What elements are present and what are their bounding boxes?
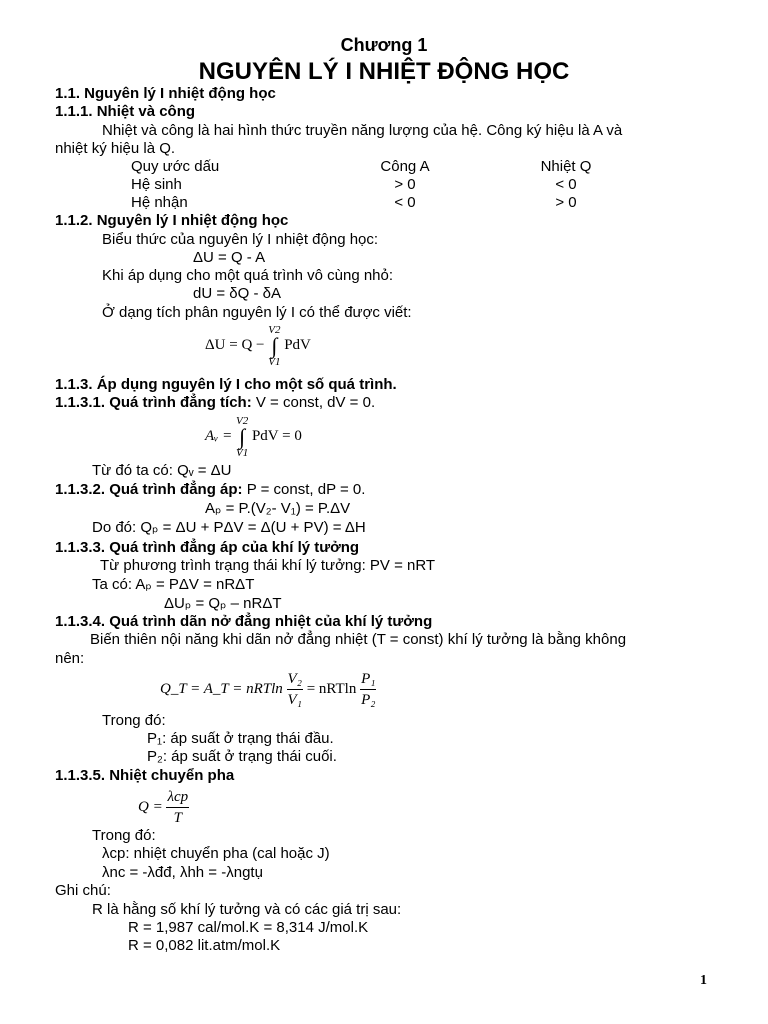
condition-text: P = const, dP = 0. [242,481,366,498]
paragraph-line: λcp: nhiệt chuyển pha (cal hoặc J) [102,845,330,862]
fraction-denominator: P₂ [360,689,376,710]
equation: Do đó: Qₚ = ΔU + PΔV = Δ(U + PV) = ΔH [92,519,366,536]
equation-left: Q_T = A_T = nRTln [160,681,283,697]
equation-left: Q = [138,799,163,815]
subsection-1-1-3-1 [55,394,375,412]
equation: Ta có: Aₚ = PΔV = nRΔT [92,576,255,593]
paragraph-line: Trong đó: [102,712,166,729]
paragraph-line: Trong đó: [92,827,156,844]
table-cell: > 0 [555,194,577,211]
section-heading-1-1-3-4: 1.1.3.4. Quá trình dãn nở đẳng nhiệt của khí lý tưởng [55,613,433,630]
section-heading-1-1-3-3: 1.1.3.3. Quá trình đẳng áp của khí lý tưởng [55,539,360,556]
table-cell: > 0 [394,176,416,193]
paragraph-line: P₂: áp suất ở trạng thái cuối. [147,748,337,765]
fraction-numerator: V₂ [287,671,302,688]
section-heading-1-1-3-5: 1.1.3.5. Nhiệt chuyển pha [55,767,235,784]
fraction-denominator: V₁ [287,689,303,710]
paragraph-line: R = 1,987 cal/mol.K = 8,314 J/mol.K [128,919,369,936]
paragraph-line: R là hằng số khí lý tưởng và có các giá trị sau: [92,901,402,918]
phase-transition-equation [138,785,189,829]
table-cell: Hệ sinh [131,176,182,193]
fraction-denominator: T [166,807,189,828]
paragraph-line: Biến thiên nội năng khi dãn nở đẳng nhiệt (T = const) khí lý tưởng là bằng không [90,631,627,648]
table-cell: Hệ nhận [131,194,188,211]
fraction-pressure [360,669,376,710]
paragraph-line: Ở dạng tích phân nguyên lý I có thể được viết: [102,304,412,321]
page-number: 1 [700,973,707,988]
paragraph-line: nhiệt ký hiệu là Q. [55,140,176,157]
integrand: PdV [284,337,311,353]
table-cell: < 0 [394,194,416,211]
integral-upper-limit: V2 [268,323,281,336]
integral-sign: V2 ∫ V1 [268,323,281,368]
paragraph-line: nên: [55,650,85,667]
paragraph-line: Nhiệt và công là hai hình thức truyền năng lượng của hệ. Công ký hiệu là A và [102,122,623,139]
equation-right: PdV = 0 [251,428,302,444]
table-cell: < 0 [555,176,577,193]
chapter-label: Chương 1 [340,35,428,55]
table-header: Nhiệt Q [540,158,592,175]
subsection-1-1-3-2 [55,481,365,499]
section-heading-1-1-3: 1.1.3. Áp dụng nguyên lý I cho một số quá trình. [55,376,397,393]
section-heading-1-1-3-2: 1.1.3.2. Quá trình đẳng áp: [55,481,243,498]
equation: ΔUₚ = Qₚ – nRΔT [164,595,282,612]
integral-lower-limit: V1 [268,355,281,368]
section-heading-1-1-3-1: 1.1.3.1. Quá trình đẳng tích: [55,394,252,411]
isothermal-equation [160,667,376,711]
section-heading-1-1-2: 1.1.2. Nguyên lý I nhiệt động học [55,212,289,229]
integral-equation [205,414,302,459]
fraction [166,787,189,828]
integral-lower-limit: V1 [235,446,249,459]
fraction-numerator: P₁ [361,671,376,688]
section-heading-1-1-1: 1.1.1. Nhiệt và công [55,103,196,120]
integral-upper-limit: V2 [235,414,249,427]
paragraph-line: λnc = -λđđ, λhh = -λngtụ [102,864,263,881]
table-header: Công A [380,158,430,175]
equation: dU = δQ - δA [193,285,281,302]
page-title: NGUYÊN LÝ I NHIỆT ĐỘNG HỌC [198,58,570,85]
equation-middle: = nRTln [306,681,357,697]
paragraph-line: Từ phương trình trạng thái khí lý tưởng: PV = nRT [100,557,436,574]
fraction-numerator: λcp [167,789,189,806]
equation: ΔU = Q - A [193,249,266,266]
equation: Aₚ = P.(V₂- V₁) = P.ΔV [205,500,351,517]
paragraph-line: Từ đó ta có: Qᵥ = ΔU [92,462,232,479]
section-heading-1-1: 1.1. Nguyên lý I nhiệt động học [55,85,276,102]
integral-sign: V2 ∫ V1 [235,414,249,459]
fraction-volume [287,669,303,710]
equation-left: ΔU = Q − [205,337,265,353]
paragraph-line: Khi áp dụng cho một quá trình vô cùng nhỏ: [102,267,394,284]
table-header: Quy ước dấu [131,158,220,175]
paragraph-line: Biểu thức của nguyên lý I nhiệt động học: [102,231,379,248]
paragraph-line: P₁: áp suất ở trạng thái đầu. [147,730,334,747]
note-title: Ghi chú: [55,882,111,899]
equation-left: Aᵥ = [205,428,233,444]
paragraph-line: R = 0,082 lit.atm/mol.K [128,937,281,954]
condition-text: V = const, dV = 0. [251,394,376,411]
integral-equation [205,323,311,368]
